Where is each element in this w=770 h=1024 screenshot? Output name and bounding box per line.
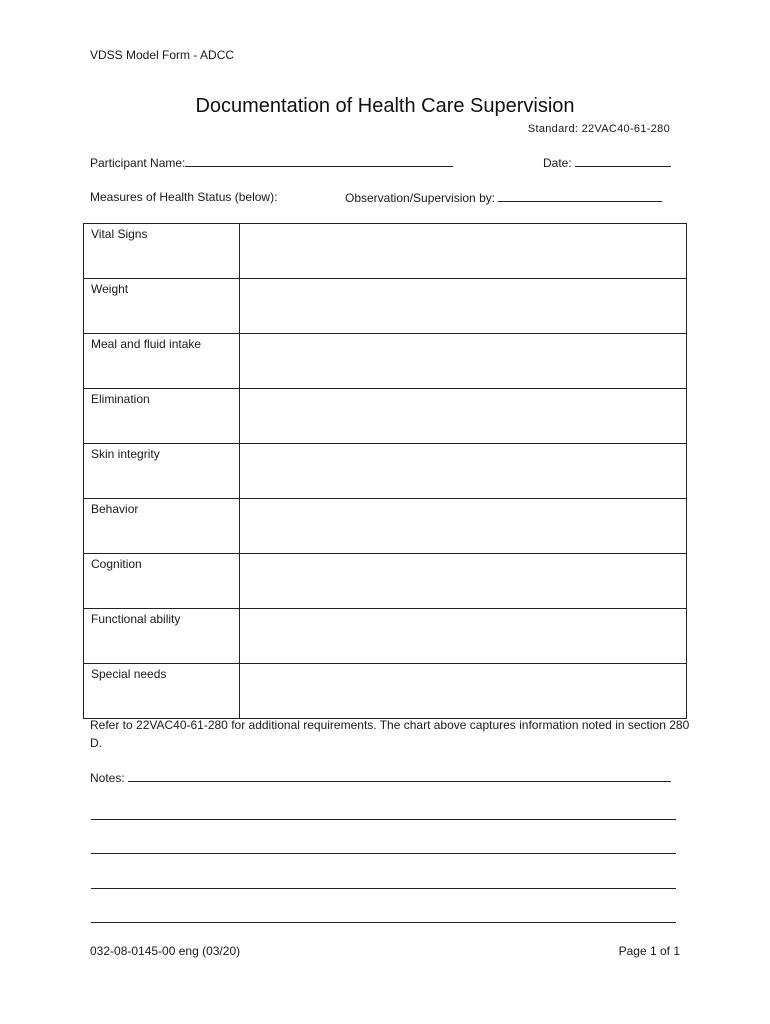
table-row [84, 389, 687, 444]
notes-line[interactable] [91, 922, 676, 923]
notes-line[interactable] [91, 819, 676, 820]
table-row [84, 609, 687, 664]
measure-value-cell[interactable] [240, 609, 687, 664]
date-input[interactable] [575, 155, 671, 167]
measure-value-cell[interactable] [240, 279, 687, 334]
measure-label: Weight [84, 279, 240, 334]
measure-label: Functional ability [84, 609, 240, 664]
measure-value-cell[interactable] [240, 664, 687, 719]
page-number: Page 1 of 1 [618, 944, 680, 958]
notes-field [90, 770, 671, 785]
instructions-text: Refer to 22VAC40-61-280 for additional requirements. The chart above captures information noted in section 280 D. [90, 718, 690, 750]
measure-value-cell[interactable] [240, 389, 687, 444]
measure-value-cell[interactable] [240, 224, 687, 279]
table-row [84, 444, 687, 499]
observation-label: Observation/Supervision by: [345, 191, 496, 205]
participant-name-field [90, 155, 453, 170]
date-field [543, 155, 671, 170]
date-label: Date: [543, 156, 572, 170]
measure-label: Special needs [84, 664, 240, 719]
measure-label: Behavior [84, 499, 240, 554]
measure-value-cell[interactable] [240, 444, 687, 499]
observation-field [345, 190, 662, 205]
participant-name-label: Participant Name: [90, 156, 186, 170]
participant-name-input[interactable] [185, 155, 453, 167]
standard-reference: Standard: 22VAC40-61-280 [527, 123, 670, 135]
table-row [84, 499, 687, 554]
notes-label: Notes: [90, 771, 125, 785]
measure-label: Meal and fluid intake [84, 334, 240, 389]
table-row [84, 224, 687, 279]
table-row [84, 334, 687, 389]
table-row [84, 664, 687, 719]
measure-value-cell[interactable] [240, 334, 687, 389]
measure-label: Cognition [84, 554, 240, 609]
notes-line[interactable] [91, 888, 676, 889]
measure-label: Vital Signs [84, 224, 240, 279]
measure-label: Skin integrity [84, 444, 240, 499]
table-row [84, 554, 687, 609]
health-status-table [83, 223, 687, 719]
measure-value-cell[interactable] [240, 554, 687, 609]
notes-input-line[interactable] [128, 770, 671, 782]
form-header: VDSS Model Form - ADCC [90, 48, 235, 62]
measure-value-cell[interactable] [240, 499, 687, 554]
notes-line[interactable] [91, 853, 676, 854]
table-row [84, 279, 687, 334]
form-number: 032-08-0145-00 eng (03/20) [90, 944, 241, 958]
page-title: Documentation of Health Care Supervision [195, 95, 575, 117]
measures-label: Measures of Health Status (below): [90, 190, 278, 204]
measure-label: Elimination [84, 389, 240, 444]
observation-input[interactable] [498, 190, 662, 202]
